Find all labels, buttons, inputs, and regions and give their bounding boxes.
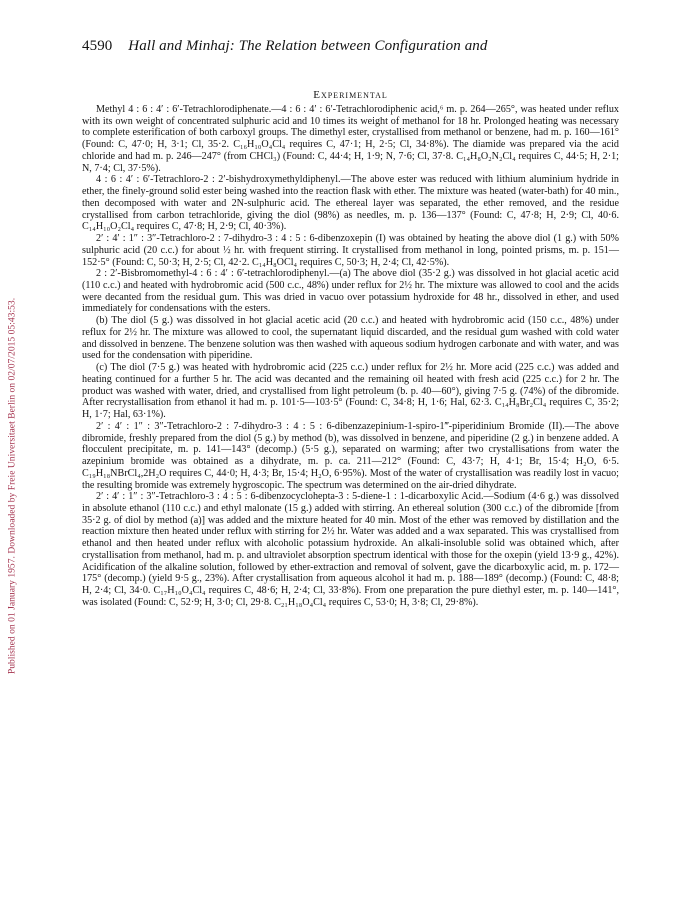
paragraph-azepinium-bromide: 2′ : 4′ : 1″ : 3″-Tetrachloro-2 : 7-dihydro-3 : 4 : 5 : 6-dibenzazepinium-1-spiro-1‴-piperidinium Bromide (II).—The above dibromide, freshly prepared from the diol (5 g.) by method (b), was dissolved in benzene, and piperidine (2 g.) in benzene added. A flocculent precipitate, m. p. 141—143° (decomp.) (5·5 g.), separated on warming; after two crystallisations from water the azepinium bromide was obtained as a dihydrate, m. p. ca. 211—212° (Found: C, 43·7; H, 4·1; Br, 15·4; H₂O, 6·5. C₁₉H₁₈NBrCl₄,2H₂O requires C, 44·0; H, 4·3; Br, 15·4; H₂O, 6·95%). Most of the water of crystallisation was readily lost in vacuo; the resulting bromide was extremely hygroscopic. The spectrum was determined on the air-dried dihydrate. <box>82 420 619 491</box>
section-title: Experimental <box>313 89 388 101</box>
paragraph-dibenzoxepin: 2′ : 4′ : 1″ : 3″-Tetrachloro-2 : 7-dihydro-3 : 4 : 5 : 6-dibenzoxepin (I) was obtained by heating the above diol (1 g.) with 50% sulphuric acid (20 c.c.) for about ½ hr. with frequent stirring. It crystallised from methanol in long, pointed prisms, m. p. 151—152·5° (Found: C, 50·3; H, 2·5; Cl, 42·2. C₁₄H₈OCl₄ requires C, 50·3; H, 2·4; Cl, 42·5%). <box>82 233 619 268</box>
paragraph-bisbromomethyl-method-a: 2 : 2′-Bisbromomethyl-4 : 6 : 4′ : 6′-tetrachlorodiphenyl.—(a) The above diol (35·2 g.) was dissolved in hot glacial acetic acid (110 c.c.) and heated with hydrobromic acid (500 c.c., 48%) under reflux for 2½ hr. The mixture was allowed to cool and the acids were decanted from the residual gum. This was dried in vacuo over potassium hydroxide for 48 hr., dissolved in ether, and used immediately for condensations with the esters. <box>82 268 619 315</box>
running-title: Hall and Minhaj: The Relation between Configuration and <box>128 38 488 54</box>
paragraph-dicarboxylic-acid: 2′ : 4′ : 1″ : 3″-Tetrachloro-3 : 4 : 5 : 6-dibenzocyclohepta-3 : 5-diene-1 : 1-dicarboxylic Acid.—Sodium (4·6 g.) was dissolved in absolute ethanol (110 c.c.) and ethyl malonate (15 g.) added with stirring. An ethereal solution (300 c.c.) of the dibromide [from 35·2 g. of diol by method (a)] was added and the mixture heated for 40 min. Most of the ether was removed by distillation and the reaction mixture then heated under reflux with stirring for 2½ hr. Water was added and a wax separated. This was crystallised from ethanol and then heated under reflux with alcoholic potassium hydroxide. An alkali-insoluble solid was obtained which, after crystallisation from methanol, had m. p. and ultraviolet absorption spectrum identical with those for the oxepin (yield 13·9 g., 42%). Acidification of the alkaline solution, followed by ether-extraction and removal of solvent, gave the dicarboxylic acid, m. p. 172—175° (decomp.) (yield 9·5 g., 23%). After crystallisation from aqueous alcohol it had m. p. 188—189° (decomp.) (Found: C, 48·8; H, 2·4; Cl, 34·0. C₁₇H₁₀O₄Cl₄ requires C, 48·6; H, 2·4; Cl, 33·8%). From one preparation the pure diethyl ester, m. p. 140—141°, was isolated (Found: C, 52·9; H, 3·0; Cl, 29·8. C₂₁H₁₈O₄Cl₄ requires C, 53·0; H, 3·8; Cl, 29·8%). <box>82 491 619 608</box>
page-header <box>82 38 619 55</box>
page-number: 4590 <box>82 38 113 54</box>
journal-page <box>82 38 619 609</box>
download-watermark <box>0 0 24 912</box>
paragraph-bishydroxymethyldiphenyl: 4 : 6 : 4′ : 6′-Tetrachloro-2 : 2′-bishydroxymethyldiphenyl.—The above ester was reduced with lithium aluminium hydride in ether, the finely-ground solid ester being washed into the reaction flask with ether. The mixture was heated (water-bath) for 40 min., then decomposed with water and 2N-sulphuric acid. The ethereal layer was separated, the ether removed, and the residue crystallised from carbon tetrachloride, giving the diol (98%) as needles, m. p. 136—137° (Found: C, 47·8; H, 2·9; Cl, 40·6. C₁₄H₁₀O₂Cl₄ requires C, 47·8; H, 2·9; Cl, 40·3%). <box>82 174 619 233</box>
paragraph-methyl-tetrachlorodiphenate: Methyl 4 : 6 : 4′ : 6′-Tetrachlorodiphenate.—4 : 6 : 4′ : 6′-Tetrachlorodiphenic acid,⁶ m. p. 264—265°, was heated under reflux with its own weight of concentrated sulphuric acid and 10 times its weight of methanol for 18 hr. Prolonged heating was necessary to complete esterification of both carboxyl groups. The dimethyl ester, crystallised from methanol or benzene, had m. p. 160—161° (Found: C, 47·0; H, 3·1; Cl, 35·2. C₁₆H₁₀O₄Cl₄ requires C, 47·1; H, 2·5; Cl, 34·8%). The diamide was prepared via the acid chloride and had m. p. 246—247° (from CHCl₃) (Found: C, 44·4; H, 1·9; N, 7·6; Cl, 37·8. C₁₄H₈O₂N₂Cl₄ requires C, 44·5; H, 2·1; N, 7·4; Cl, 37·5%). <box>82 104 619 174</box>
download-watermark-text: Published on 01 January 1957. Downloaded by Freie Universitaet Berlin on 02/07/2015 05:43:53. <box>6 297 18 675</box>
paragraph-method-b: (b) The diol (5 g.) was dissolved in hot glacial acetic acid (20 c.c.) and heated with hydrobromic acid (150 c.c., 48%) under reflux for 2½ hr. The mixture was allowed to cool, the supernatant liquid discarded, and the residual gum washed with cold water and dissolved in benzene. The benzene solution was then washed with aqueous sodium hydrogen carbonate and with water, and was used for the condensation with piperidine. <box>82 315 619 362</box>
paragraph-method-c: (c) The diol (7·5 g.) was heated with hydrobromic acid (225 c.c.) under reflux for 2½ hr. More acid (225 c.c.) was added and heating continued for a further 5 hr. The acid was decanted and the remaining oil heated with fresh acid (225 c.c.) for 2 hr. The product was washed with water, dried, and crystallised from light petroleum (b. p. 40—60°), giving 7·5 g. (74%) of the dibromide. After recrystallisation from ethanol it had m. p. 101·5—103·5° (Found: C, 34·8; H, 1·6; Hal, 62·3. C₁₄H₈Br₂Cl₄ requires C, 35·2; H, 1·7; Hal, 63·1%). <box>82 362 619 421</box>
